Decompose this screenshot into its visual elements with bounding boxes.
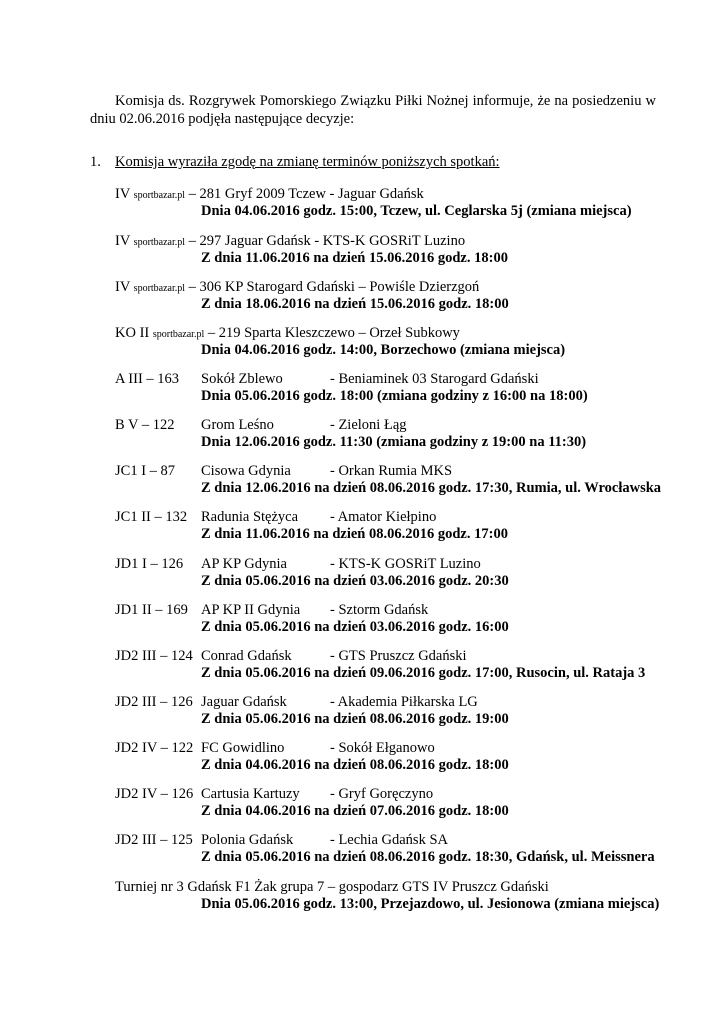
sponsor-name: sportbazar.pl xyxy=(133,237,186,248)
match-text: – 306 KP Starogard Gdański – Powiśle Dzierzgoń xyxy=(188,279,480,295)
decision-text: Dnia 05.06.2016 godz. 13:00, Przejazdowo, ul. Jesionowa (zmiana miejsca) xyxy=(201,896,660,912)
sponsor-name: sportbazar.pl xyxy=(133,190,186,201)
league-prefix: KO II xyxy=(115,325,150,341)
match-text: – 297 Jaguar Gdańsk - KTS-K GOSRiT Luzino xyxy=(188,233,466,249)
match-entry xyxy=(115,186,675,220)
sponsor-name: sportbazar.pl xyxy=(152,329,205,340)
home-team: Grom Leśno xyxy=(201,417,274,433)
match-code: JD2 III – 126 xyxy=(115,694,193,710)
away-team: - Amator Kiełpino xyxy=(330,509,437,525)
decision-text: Dnia 04.06.2016 godz. 14:00, Borzechowo (zmiana miejsca) xyxy=(201,342,566,358)
match-code: JD1 II – 169 xyxy=(115,602,188,618)
match-code: JC1 II – 132 xyxy=(115,509,188,525)
away-team: - KTS-K GOSRiT Luzino xyxy=(330,556,481,572)
home-team: AP KP Gdynia xyxy=(201,556,287,572)
match-entry xyxy=(115,694,675,728)
match-entry xyxy=(115,233,675,267)
decision-text: Z dnia 04.06.2016 na dzień 07.06.2016 godz. 18:00 xyxy=(201,803,509,819)
decision-text: Z dnia 04.06.2016 na dzień 08.06.2016 godz. 18:00 xyxy=(201,757,509,773)
match-entry xyxy=(115,832,675,866)
league-prefix: IV xyxy=(115,186,131,202)
decision-text: Z dnia 12.06.2016 na dzień 08.06.2016 godz. 17:30, Rumia, ul. Wrocławska xyxy=(201,480,662,496)
decision-text: Dnia 04.06.2016 godz. 15:00, Tczew, ul. Ceglarska 5j (zmiana miejsca) xyxy=(201,203,632,219)
decision-text: Z dnia 05.06.2016 na dzień 08.06.2016 godz. 18:30, Gdańsk, ul. Meissnera xyxy=(201,849,655,865)
match-entry xyxy=(115,463,675,497)
match-code: B V – 122 xyxy=(115,417,175,433)
away-team: - Lechia Gdańsk SA xyxy=(330,832,448,848)
decision-text: Z dnia 05.06.2016 na dzień 03.06.2016 godz. 20:30 xyxy=(201,573,509,589)
tournament-text: Turniej nr 3 Gdańsk F1 Żak grupa 7 – gospodarz GTS IV Pruszcz Gdański xyxy=(115,879,549,895)
away-team: - Gryf Goręczyno xyxy=(330,786,434,802)
match-text: – 281 Gryf 2009 Tczew - Jaguar Gdańsk xyxy=(188,186,424,202)
tournament-entry xyxy=(115,879,675,913)
match-text: – 219 Sparta Kleszczewo – Orzeł Subkowy xyxy=(207,325,460,341)
match-entry xyxy=(115,371,675,405)
home-team: Conrad Gdańsk xyxy=(201,648,292,664)
match-entry xyxy=(115,740,675,774)
home-team: Polonia Gdańsk xyxy=(201,832,294,848)
home-team: FC Gowidlino xyxy=(201,740,285,756)
away-team: - Sztorm Gdańsk xyxy=(330,602,429,618)
match-code: JD2 III – 125 xyxy=(115,832,193,848)
decision-text: Z dnia 18.06.2016 na dzień 15.06.2016 godz. 18:00 xyxy=(201,296,509,312)
intro-paragraph: Komisja ds. Rozgrywek Pomorskiego Związku Piłki Nożnej informuje, że na posiedzeniu w dniu 02.06.2016 podjęła następujące decyzje: xyxy=(90,93,656,127)
away-team: - GTS Pruszcz Gdański xyxy=(330,648,467,664)
match-code: A III – 163 xyxy=(115,371,180,387)
home-team: Jaguar Gdańsk xyxy=(201,694,287,710)
match-entry xyxy=(115,556,675,590)
match-code: JC1 I – 87 xyxy=(115,463,176,479)
match-entry xyxy=(115,417,675,451)
away-team: - Zieloni Łąg xyxy=(330,417,407,433)
league-prefix: IV xyxy=(115,233,131,249)
home-team: Cisowa Gdynia xyxy=(201,463,291,479)
match-entry xyxy=(115,786,675,820)
match-entry xyxy=(115,648,675,682)
home-team: AP KP II Gdynia xyxy=(201,602,301,618)
match-entry xyxy=(115,602,675,636)
decision-text: Z dnia 11.06.2016 na dzień 15.06.2016 godz. 18:00 xyxy=(201,250,508,266)
away-team: - Sokół Ełganowo xyxy=(330,740,435,756)
section-number: 1. xyxy=(90,154,101,170)
home-team: Cartusia Kartuzy xyxy=(201,786,300,802)
away-team: - Orkan Rumia MKS xyxy=(330,463,453,479)
match-code: JD1 I – 126 xyxy=(115,556,184,572)
decision-text: Dnia 05.06.2016 godz. 18:00 (zmiana godziny z 16:00 na 18:00) xyxy=(201,388,588,404)
match-code: JD2 IV – 126 xyxy=(115,786,194,802)
away-team: - Akademia Piłkarska LG xyxy=(330,694,478,710)
decision-text: Dnia 12.06.2016 godz. 11:30 (zmiana godziny z 19:00 na 11:30) xyxy=(201,434,587,450)
match-entry xyxy=(115,325,675,359)
match-entry xyxy=(115,279,675,313)
match-code: JD2 III – 124 xyxy=(115,648,193,664)
decision-text: Z dnia 05.06.2016 na dzień 09.06.2016 godz. 17:00, Rusocin, ul. Rataja 3 xyxy=(201,665,646,681)
home-team: Radunia Stężyca xyxy=(201,509,299,525)
decision-text: Z dnia 05.06.2016 na dzień 03.06.2016 godz. 16:00 xyxy=(201,619,509,635)
section-title: Komisja wyraziła zgodę na zmianę terminów poniższych spotkań: xyxy=(115,154,500,170)
match-code: JD2 IV – 122 xyxy=(115,740,194,756)
sponsor-name: sportbazar.pl xyxy=(133,283,186,294)
league-prefix: IV xyxy=(115,279,131,295)
away-team: - Beniaminek 03 Starogard Gdański xyxy=(330,371,539,387)
decision-text: Z dnia 05.06.2016 na dzień 08.06.2016 godz. 19:00 xyxy=(201,711,509,727)
decision-text: Z dnia 11.06.2016 na dzień 08.06.2016 godz. 17:00 xyxy=(201,526,508,542)
section-heading xyxy=(90,153,656,171)
home-team: Sokół Zblewo xyxy=(201,371,283,387)
match-entry xyxy=(115,509,675,543)
